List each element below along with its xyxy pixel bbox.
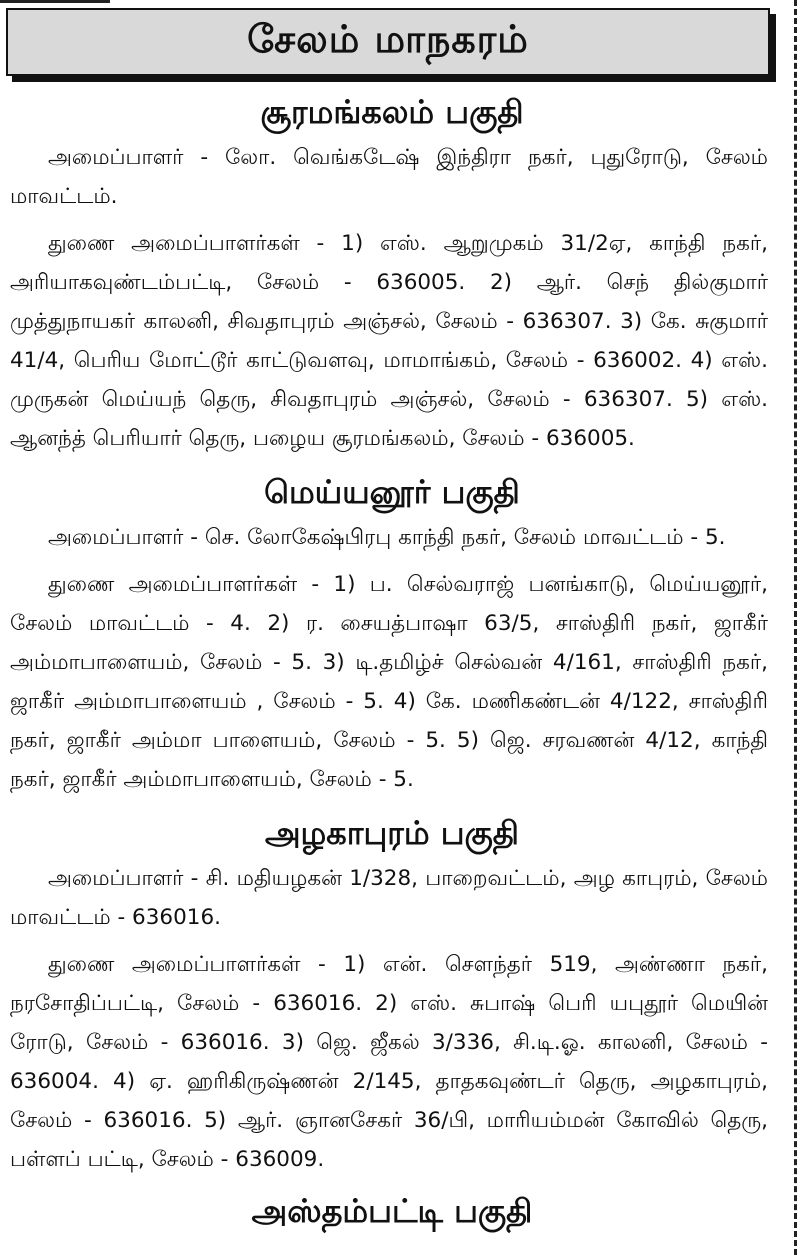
column-cut-line [794, 0, 797, 1255]
section-heading-cut: அஸ்தம்பட்டி பகுதி [251, 1192, 533, 1230]
section-heading: மெய்யனூர் பகுதி [264, 473, 520, 511]
organiser-paragraph: அமைப்பாளர் - சி. மதியழகன் 1/328, பாறைவட்டம், அழ காபுரம், சேலம் மாவட்டம் - 636016. [10, 866, 768, 930]
banner [6, 8, 778, 78]
organiser-paragraph: அமைப்பாளர் - லோ. வெங்கடேஷ் இந்திரா நகர், புதுரோடு, சேலம் மாவட்டம். [10, 145, 768, 209]
organiser-paragraph: அமைப்பாளர் - செ. லோகேஷ்பிரபு காந்தி நகர், சேலம் மாவட்டம் - 5. [48, 525, 726, 550]
deputies-paragraph: துணை அமைப்பாளர்கள் - 1) ப. செல்வராஜ் பனங்காடு, மெய்யனூர், சேலம் மாவட்டம் - 4. 2) ர. சையத்பாஷா 63/5, சாஸ்திரி நகர், ஜாகீர் அம்மாபாளையம், சேலம் - 5. 3) டி.தமிழ்ச் செல்வன் 4/161, சாஸ்திரி நகர், ஜாகீர் அம்மாபாளையம் , சேலம் - 5. 4) கே. மணிகண்டன் 4/122, சாஸ்திரி நகர், ஜாகீர் அம்மா பாளையம், சேலம் - 5. 5) ஜெ. சரவணன் 4/12, காந்தி நகர், ஜாகீர் அம்மாபாளையம், சேலம் - 5. [10, 572, 768, 792]
banner-box [6, 8, 770, 76]
section-heading: சூரமங்கலம் பகுதி [260, 93, 524, 131]
page-title: சேலம் மாநகரம் [247, 17, 529, 61]
deputies-paragraph: துணை அமைப்பாளர்கள் - 1) என். சௌந்தர் 519, அண்ணா நகர், நரசோதிப்பட்டி, சேலம் - 636016. 2) எஸ். சுபாஷ் பெரி யபுதூர் மெயின் ரோடு, சேலம் - 636016. 3) ஜெ. ஜீகல் 3/336, சி.டி.ஓ. காலனி, சேலம் - 636004. 4) ஏ. ஹரிகிருஷ்ணன் 2/145, தாதகவுண்டர் தெரு, அழகாபுரம், சேலம் - 636016. 5) ஆர். ஞானசேகர் 36/பி, மாரியம்மன் கோவில் தெரு, பள்ளப் பட்டி, சேலம் - 636009. [10, 952, 768, 1172]
section-heading: அழகாபுரம் பகுதி [264, 814, 519, 852]
deputies-paragraph: துணை அமைப்பாளர்கள் - 1) எஸ். ஆறுமுகம் 31/2ஏ, காந்தி நகர், அரியாகவுண்டம்பட்டி, சேலம் - 636005. 2) ஆர். செந் தில்குமார் முத்துநாயகர் காலனி, சிவதாபுரம் அஞ்சல், சேலம் - 636307. 3) கே. சுகுமார் 41/4, பெரிய மோட்டூர் காட்டுவளவு, மாமாங்கம், சேலம் - 636002. 4) எஸ். முருகன் மெய்யந் தெரு, சிவதாபுரம் அஞ்சல், சேலம் - 636307. 5) எஸ். ஆனந்த் பெரியார் தெரு, பழைய சூரமங்கலம், சேலம் - 636005. [10, 231, 768, 451]
news-column [6, 8, 778, 1237]
top-rule [0, 0, 110, 3]
